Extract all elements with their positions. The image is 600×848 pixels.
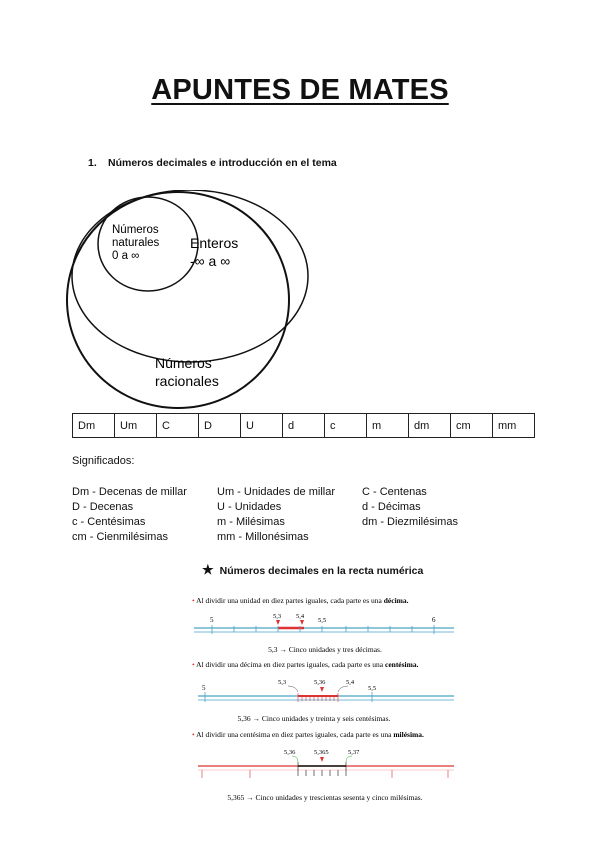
- venn-outer-label-1: Números: [155, 355, 212, 371]
- subheading: [202, 562, 423, 578]
- meaning-item: cm - Cienmilésimas: [72, 531, 168, 543]
- meaning-row: [72, 486, 542, 501]
- nl3-text: • Al dividir una centésima en diez partes iguales, cada parte es una milésima.: [192, 730, 424, 739]
- table-cell: Dm: [73, 414, 115, 438]
- table-cell: C: [157, 414, 199, 438]
- number-line-figure: [180, 592, 470, 806]
- meaning-item: dm - Diezmilésimas: [362, 516, 458, 528]
- nl3-label: 5,37: [348, 749, 360, 756]
- meaning-item: C - Centenas: [362, 486, 427, 498]
- nl1-text-pre: Al dividir una unidad en diez partes iguales, cada parte es una: [196, 596, 384, 605]
- meaning-row: [72, 516, 542, 531]
- table-cell: c: [325, 414, 367, 438]
- venn-diagram: [60, 190, 320, 410]
- star-icon: ★: [202, 562, 214, 577]
- table-cell: dm: [409, 414, 451, 438]
- meaning-item: Dm - Decenas de millar: [72, 486, 187, 498]
- meaning-item: d - Décimas: [362, 501, 421, 513]
- nl2-caption: 5,36 → Cinco unidades y treinta y seis centésimas.: [237, 714, 391, 723]
- nl1-label: 6: [432, 616, 436, 624]
- nl2-text-bold: centésima.: [384, 660, 419, 669]
- venn-inner-label-1: Números: [112, 224, 159, 236]
- table-cell: cm: [451, 414, 493, 438]
- nl2-label: 5,4: [346, 679, 355, 686]
- meaning-item: U - Unidades: [217, 501, 282, 513]
- nl2-text-pre: Al dividir una décima en diez partes iguales, cada parte es una: [196, 660, 385, 669]
- meaning-item: D - Decenas: [72, 501, 134, 513]
- nl2-label: 5,36: [314, 679, 326, 686]
- table-cell: m: [367, 414, 409, 438]
- nl1-text-bold: décima.: [383, 596, 409, 605]
- nl1-label: 5,4: [296, 613, 305, 620]
- table-cell: U: [241, 414, 283, 438]
- meaning-item: c - Centésimas: [72, 516, 146, 528]
- nl1-label: 5,3: [273, 613, 282, 620]
- nl2-label: 5: [202, 684, 206, 692]
- nl1-text: • Al dividir una unidad en diez partes iguales, cada parte es una décima.: [192, 596, 409, 605]
- nl3-label: 5,365: [314, 749, 329, 756]
- table-cell: D: [199, 414, 241, 438]
- table-cell: Um: [115, 414, 157, 438]
- nl1-label: 5: [210, 616, 214, 624]
- meaning-row: [72, 531, 542, 546]
- meanings-list: [72, 486, 542, 546]
- section-heading: [88, 157, 337, 169]
- table-row: [73, 414, 535, 438]
- nl3-caption: 5,365 → Cinco unidades y trescientas sesenta y cinco milésimas.: [227, 793, 423, 802]
- nl2-label: 5,3: [278, 679, 287, 686]
- nl2-text: • Al dividir una décima en diez partes iguales, cada parte es una centésima.: [192, 660, 419, 669]
- nl3-label: 5,36: [284, 749, 296, 756]
- venn-inner-label-3: 0 a ∞: [112, 250, 140, 262]
- place-value-table: [72, 413, 535, 438]
- nl1-label: 5,5: [318, 617, 327, 624]
- nl1-caption: 5,3 → Cinco unidades y tres décimas.: [268, 645, 382, 654]
- nl3-text-bold: milésima.: [393, 730, 424, 739]
- section-heading-text: Números decimales e introducción en el tema: [108, 157, 337, 169]
- venn-inner-label-2: naturales: [112, 237, 160, 249]
- meaning-item: Um - Unidades de millar: [217, 486, 335, 498]
- venn-middle-label-1: Enteros: [190, 235, 239, 251]
- nl2-label: 5,5: [368, 685, 377, 692]
- meanings-title: Significados:: [72, 455, 135, 467]
- table-cell: d: [283, 414, 325, 438]
- venn-outer-label-2: racionales: [155, 373, 219, 389]
- venn-middle-label-2: -∞ a ∞: [190, 253, 231, 269]
- meaning-item: m - Milésimas: [217, 516, 285, 528]
- meaning-item: mm - Millonésimas: [217, 531, 309, 543]
- subheading-text: Números decimales en la recta numérica: [219, 565, 424, 577]
- page-title: APUNTES DE MATES: [151, 74, 449, 106]
- section-number: 1.: [88, 157, 97, 169]
- nl3-text-pre: Al dividir una centésima en diez partes iguales, cada parte es una: [196, 730, 394, 739]
- table-cell: mm: [493, 414, 535, 438]
- meaning-row: [72, 501, 542, 516]
